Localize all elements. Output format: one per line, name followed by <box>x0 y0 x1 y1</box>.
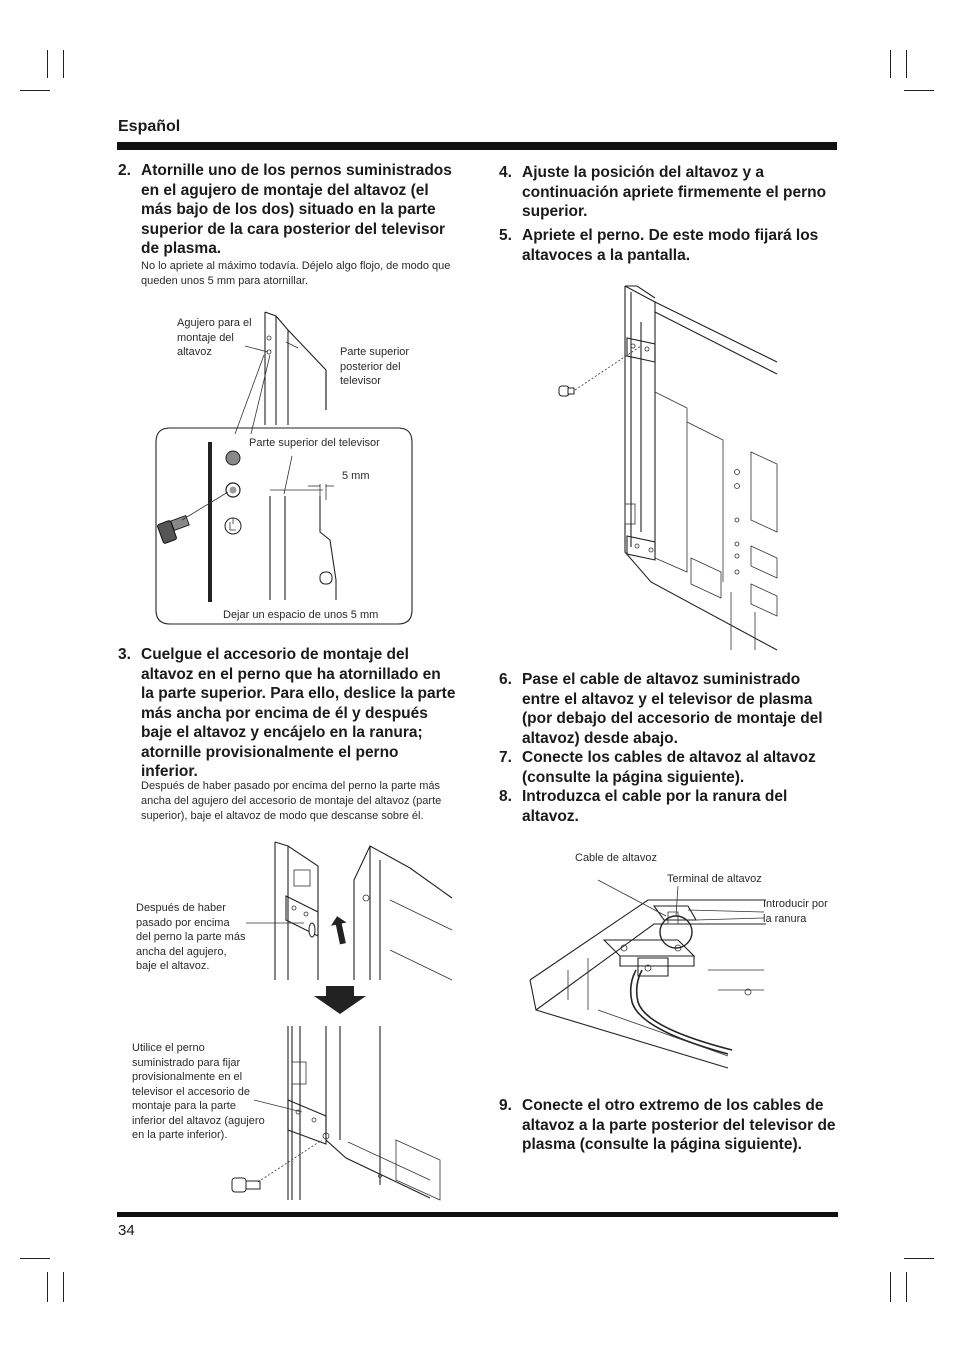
bolt-icon <box>157 516 189 544</box>
step-text: Conecte el otro extremo de los cables de altavoz a la parte posterior del televisor de plasma (consulte la página siguiente). <box>522 1097 836 1153</box>
label-mount-hole: Agujero para el montaje del altavoz <box>177 317 252 358</box>
step-3 <box>118 645 456 782</box>
crop-mark <box>890 50 891 78</box>
figure-hang-speaker <box>270 840 455 1205</box>
label-tv-top-back: Parte superior posterior del televisor <box>340 346 410 387</box>
crop-mark <box>904 90 934 91</box>
label-use-bolt: Utilice el perno suministrado para fijar provisionalmente en el televisor el accesorio de montaje para la parte inferior del altavoz (agujero en la parte inferior). <box>132 1042 265 1141</box>
label-gap: Dejar un espacio de unos 5 mm <box>223 609 379 621</box>
label-speaker-cable: Cable de altavoz <box>575 852 657 864</box>
step-text: Conecte los cables de altavoz al altavoz (consulte la página siguiente). <box>522 749 816 786</box>
label-speaker-terminal: Terminal de altavoz <box>667 873 762 885</box>
step-4 <box>499 163 837 222</box>
step-8 <box>499 787 837 826</box>
figure-tighten-bolt <box>555 282 780 652</box>
step-5 <box>499 226 837 265</box>
crop-mark <box>904 1258 934 1259</box>
step-text: Introduzca el cable por la ranura del altavoz. <box>522 788 788 825</box>
leader-line <box>246 918 306 928</box>
step-number: 6. <box>499 671 512 688</box>
step-9 <box>499 1096 837 1155</box>
step-text: Cuelgue el accesorio de montaje del altavoz en el perno que ha atornillado en la parte superior. Para ello, deslice la parte más ancha por encima de él y después baje el altavoz y encájelo en la ranura; atornille provisionalmente el perno inferior. <box>141 646 456 780</box>
step-text: Ajuste la posición del altavoz y a continuación apriete firmemente el perno superior. <box>522 164 827 220</box>
step-text: Apriete el perno. De este modo fijará los altavoces a la pantalla. <box>522 227 819 264</box>
header-rule <box>117 142 837 150</box>
page-number: 34 <box>118 1222 135 1239</box>
crop-mark <box>63 50 64 78</box>
step-number: 3. <box>118 646 131 663</box>
crop-mark <box>63 1272 64 1302</box>
language-label: Español <box>118 118 181 135</box>
label-insert-slot: Introducir por la ranura <box>763 898 828 925</box>
label-tv-top: Parte superior del televisor <box>249 437 380 449</box>
crop-mark <box>890 1272 891 1302</box>
bolt-icon <box>559 386 574 396</box>
crop-mark <box>906 50 907 78</box>
step-number: 5. <box>499 227 512 244</box>
step-number: 4. <box>499 164 512 181</box>
bolt-icon <box>232 1178 260 1192</box>
step-7 <box>499 748 837 787</box>
step-2-note: No lo apriete al máximo todavía. Déjelo algo flojo, de modo que queden unos 5 mm para atornillar. <box>141 260 451 287</box>
step-number: 8. <box>499 788 512 805</box>
crop-mark <box>47 1272 48 1302</box>
step-text: Atornille uno de los pernos suministrados en el agujero de montaje del altavoz (el más bajo de los dos) situado en la parte superior de la cara posterior del televisor de plasma. <box>141 162 452 257</box>
crop-mark <box>906 1272 907 1302</box>
footer-rule <box>117 1212 838 1217</box>
step-number: 2. <box>118 162 131 179</box>
step-3-note: Después de haber pasado por encima del perno la parte más ancha del agujero del accesorio de montaje del altavoz (parte superior), baje el altavoz de modo que descanse sobre él. <box>141 780 442 822</box>
label-after-passing: Después de haber pasado por encima del perno la parte más ancha del agujero, baje el altavoz. <box>136 902 246 972</box>
crop-mark <box>20 1258 50 1259</box>
label-5mm: 5 mm <box>342 470 370 482</box>
leader-line <box>254 1098 304 1114</box>
step-number: 9. <box>499 1097 512 1114</box>
step-6 <box>499 670 837 748</box>
step-2 <box>118 161 454 259</box>
step-text: Pase el cable de altavoz suministrado entre el altavoz y el televisor de plasma (por debajo del accesorio de montaje del altavoz) desde abajo. <box>522 671 823 747</box>
figure-insert-cable <box>528 860 768 1070</box>
step-number: 7. <box>499 749 512 766</box>
crop-mark <box>20 90 50 91</box>
crop-mark <box>47 50 48 78</box>
